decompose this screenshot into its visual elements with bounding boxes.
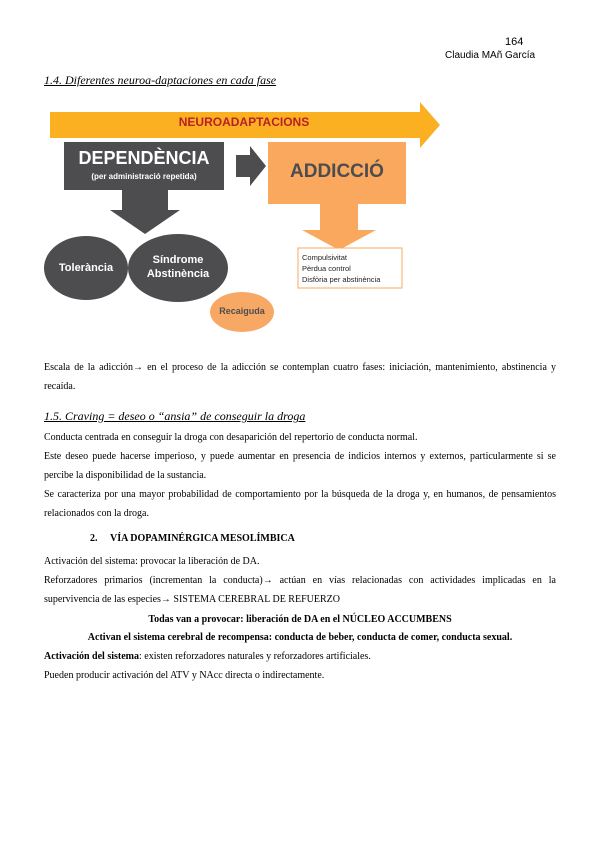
activacion-paragraph: Activación del sistema: provocar la liberación de DA. — [44, 556, 260, 567]
atv-nacc-paragraph: Pueden producir activación del ATV y NAcc directa o indirectamente. — [44, 670, 325, 681]
section-2-number: 2. — [90, 533, 98, 544]
diagram-graphics — [44, 100, 444, 340]
addiccio-label: ADDICCIÓ — [290, 161, 384, 182]
recaiguda-label: Recaiguda — [219, 306, 265, 316]
escala-paragraph: Escala de la adicción→ en el proceso de la adicción se contemplan cuatro fases: iniciación, mantenimiento, abstinencia y recaída. — [44, 362, 556, 392]
dependencia-label: DEPENDÈNCIA — [78, 148, 210, 168]
addiccio-list — [302, 252, 380, 285]
addiccio-list-item: Disfòria per abstinència — [302, 275, 381, 284]
activacion-sistema-bold: Activación del sistema — [44, 651, 139, 662]
addiccio-list-item: Compulsivitat — [302, 253, 348, 262]
dependencia-sublabel: (per administració repetida) — [91, 172, 197, 181]
sindrome-label-2: Abstinència — [146, 268, 210, 280]
craving-paragraph-1: Conducta centrada en conseguir la droga con desaparición del repertorio de conducta normal. — [44, 432, 418, 443]
sindrome-label-1: Síndrome — [152, 254, 204, 266]
bold-center-1: Todas van a provocar: liberación de DA en el NÚCLEO ACCUMBENS — [148, 614, 452, 625]
activacion-sistema-rest: : existen reforzadores naturales y reforzadores artificiales. — [139, 651, 371, 662]
activacion-sistema-paragraph — [44, 647, 556, 666]
arrow-label: NEUROADAPTACIONS — [178, 115, 310, 129]
page-number: 164 — [505, 36, 524, 48]
craving-paragraph-3: Se caracteriza por una mayor probabilidad de comportamiento por la búsqueda de la droga y, en humanos, de pensamientos relacionados con la droga. — [44, 489, 556, 519]
section-1-4-title: 1.4. Diferentes neuroa-daptaciones en cada fase — [44, 73, 277, 87]
dependencia-down-arrow — [110, 190, 180, 234]
right-arrow — [236, 146, 266, 186]
author-name: Claudia MAñ García — [445, 50, 536, 61]
addiccio-list-item: Pèrdua control — [302, 264, 351, 273]
craving-paragraph-2: Este deseo puede hacerse imperioso, y puede aumentar en presencia de indicios internos y externos, particularmente si se percibe la disponibilidad de la sustancia. — [44, 451, 556, 481]
section-2-title: VÍA DOPAMINÉRGICA MESOLÍMBICA — [110, 533, 295, 544]
bold-center-2: Activan el sistema cerebral de recompensa: conducta de beber, conducta de comer, conducta sexual. — [87, 632, 513, 643]
section-1-5-title: 1.5. Craving = deseo o “ansia” de conseguir la droga — [44, 409, 306, 423]
tolerancia-label: Tolerància — [58, 262, 114, 274]
section-2-heading — [90, 533, 295, 544]
addiccio-down-arrow — [302, 204, 376, 250]
reforzadores-paragraph: Reforzadores primarios (incrementan la conducta)→ actúan en vías relacionadas con actividades implicadas en la supervivencia de las especies→ SISTEMA CEREBRAL DE REFUERZO — [44, 575, 556, 605]
neuroadaptations-diagram — [44, 100, 444, 340]
